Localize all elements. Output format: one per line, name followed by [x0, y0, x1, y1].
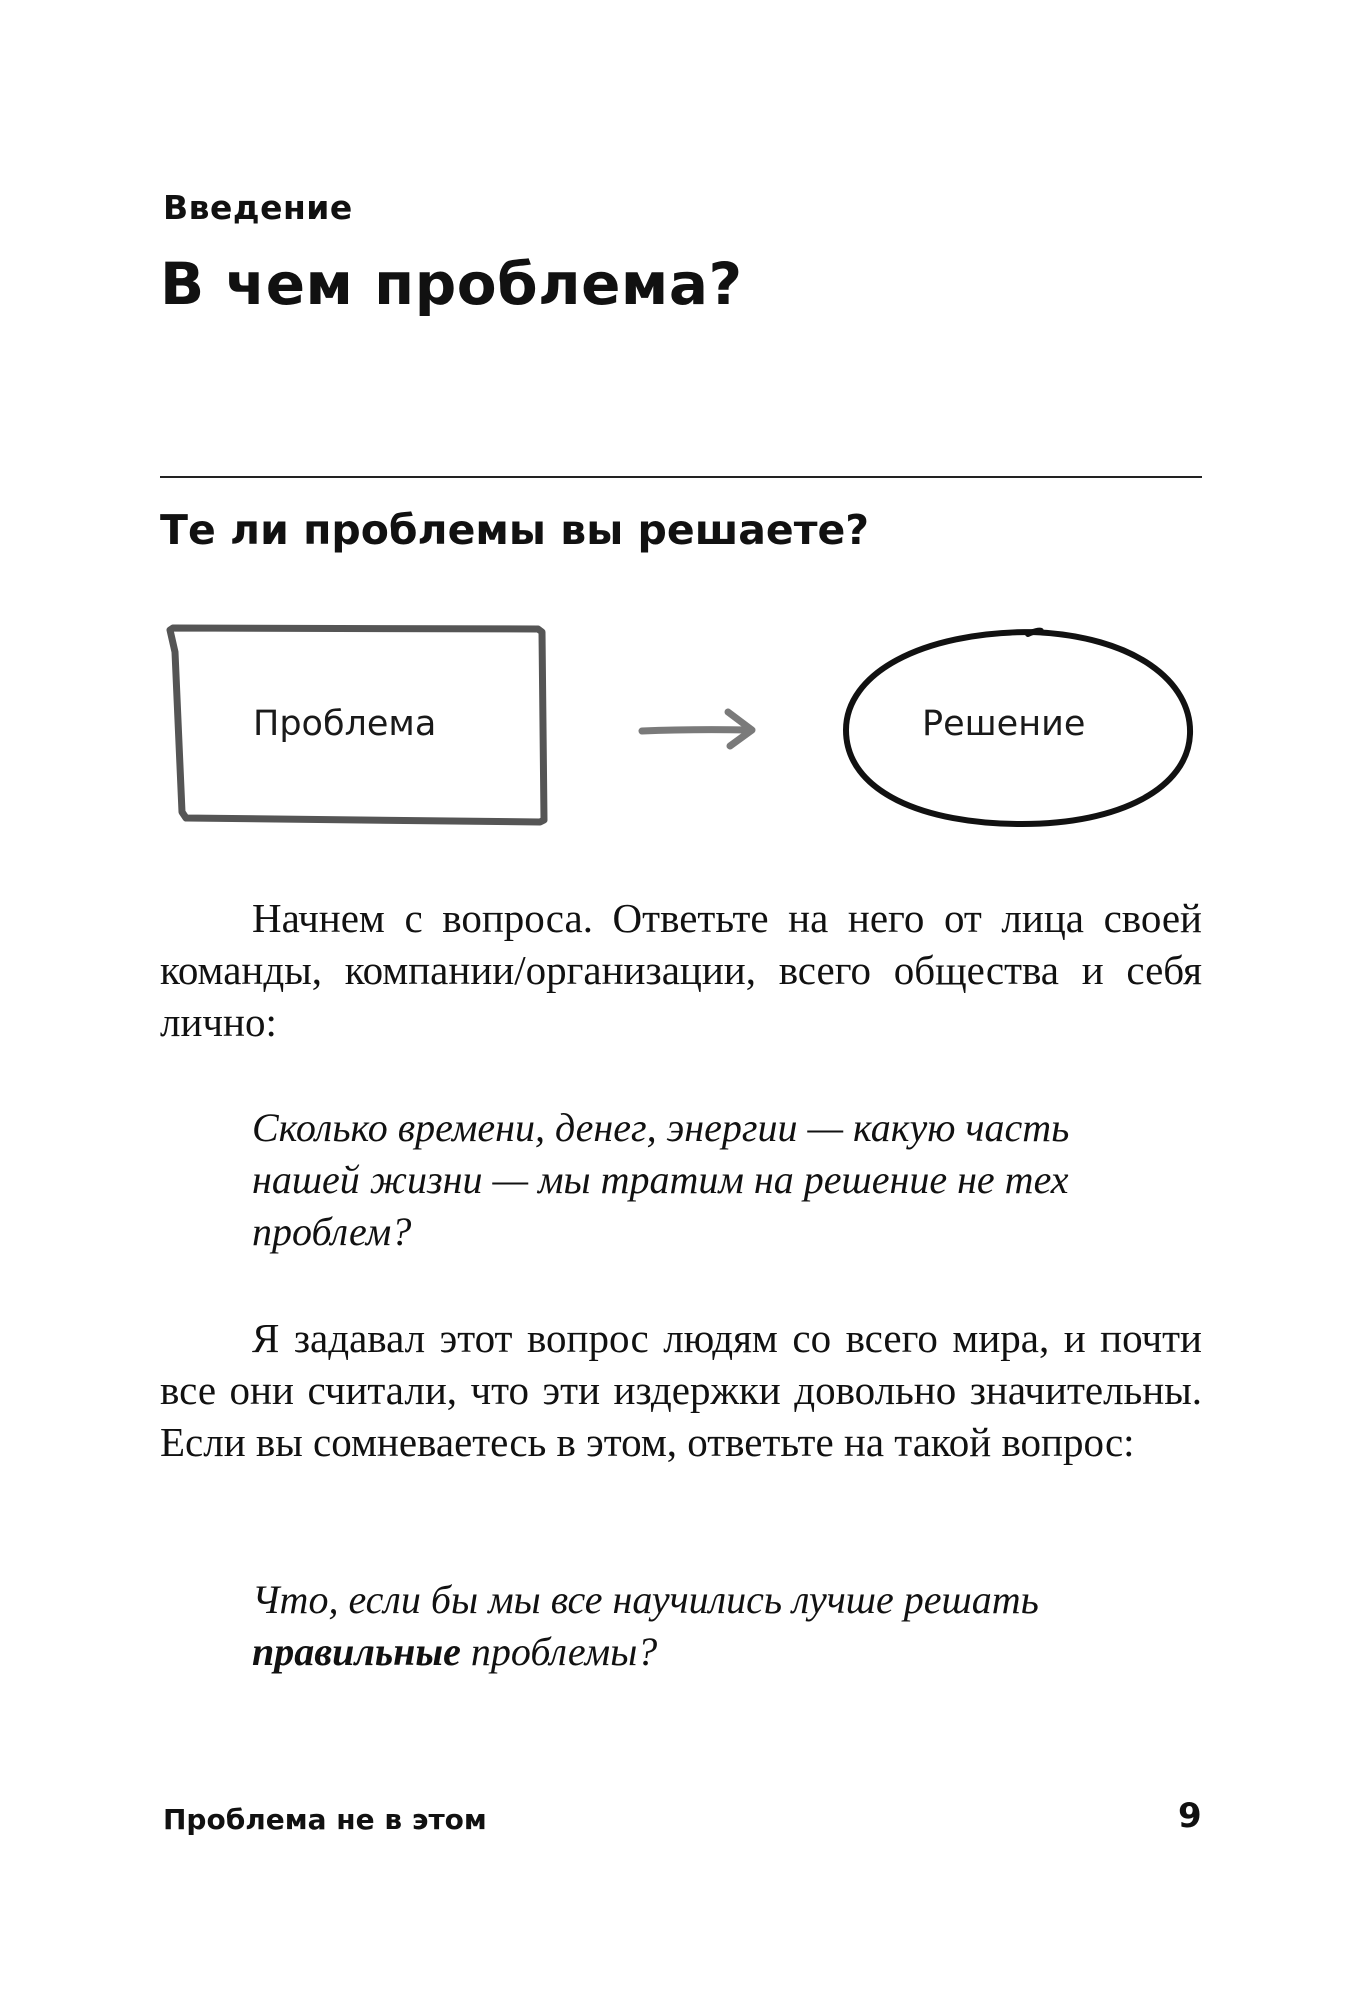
quote-2 [252, 1574, 1152, 1678]
paragraph-1 [160, 892, 1202, 1048]
chapter-label: Введение [163, 188, 353, 227]
quote-1: Сколько времени, денег, энергии — какую часть нашей жизни — мы тратим на решение не тех проблем? [252, 1105, 1070, 1254]
quote-2-emphasis: правильные [252, 1629, 461, 1674]
quote-2-text-start: Что, если бы мы все научились лучше решать [252, 1577, 1039, 1622]
paragraph-2-text: Я задавал этот вопрос людям со всего мира, и почти все они считали, что эти издержки довольно значительны. Если вы сомневаетесь в этом, ответьте на такой вопрос: [160, 1315, 1202, 1465]
section-divider [160, 476, 1202, 478]
page-number: 9 [1178, 1796, 1202, 1836]
paragraph-2 [160, 1312, 1202, 1468]
running-footer-title: Проблема не в этом [163, 1803, 487, 1836]
quote-2-text-end: проблемы? [470, 1629, 658, 1674]
chapter-title: В чем проблема? [160, 250, 743, 318]
paragraph-1-text: Начнем с вопроса. Ответьте на него от лица своей команды, компании/организации, всего общества и себя лично: [160, 895, 1202, 1045]
section-title: Те ли проблемы вы решаете? [160, 506, 870, 554]
problem-solution-diagram [160, 612, 1220, 852]
solution-label: Решение [922, 704, 1086, 744]
arrow-icon [642, 730, 750, 731]
problem-label: Проблема [253, 704, 437, 744]
